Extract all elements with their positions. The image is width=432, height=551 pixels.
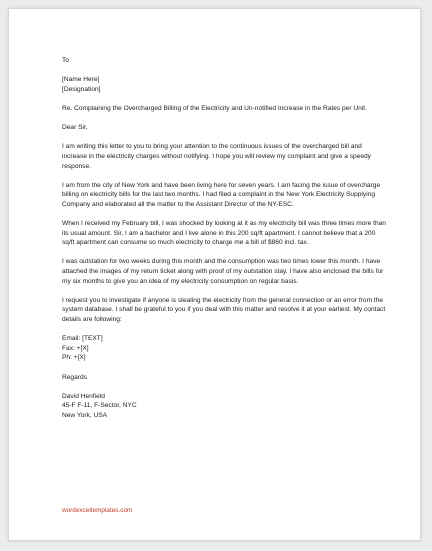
- subject-line: Re. Complaining the Overcharged Billing of the Electricity and Un-notified Increase in the Rates per Unit.: [62, 104, 367, 112]
- sender-block: [62, 392, 387, 421]
- paragraph-3: When I received my February bill, I was shocked by looking at it as my electricity bill was three times more than its usual amount. Sir, I am a bachelor and I live alone in this 200 sq/ft apartment. I cannot believe that a 200 sq/ft apartment can consume so much electricity to charge me a bill of $860 incl. tax.: [62, 220, 386, 247]
- paragraph-1: I am writing this letter to you to bring your attention to the continuous issues of the overcharged bill and increase in the electricity charges without notifying. I hope you will review my complaint and give a speedy response.: [62, 143, 371, 170]
- salutation: Dear Sir,: [62, 124, 88, 132]
- website-link[interactable]: wordexceltemplates.com: [62, 507, 133, 514]
- contact-fax: Fax: +[X]: [62, 344, 89, 352]
- sender-address-line2: New York, USA: [62, 411, 108, 419]
- closing: Regards: [62, 373, 87, 381]
- paragraph-2: I am from the city of New York and have been living here for seven years. I am facing the issue of overcharge billing on electricity bills for the last two months. I had filed a complaint in the New York Electricity Supplying Company and elaborated all the matter to the Assistant Director of the NY-ESC.: [62, 181, 381, 208]
- contact-phone: Ph: +[X]: [62, 354, 86, 362]
- contact-email: Email: [TEXT]: [62, 335, 103, 343]
- document-page: [8, 8, 421, 541]
- recipient-name: [Name Here]: [62, 76, 100, 84]
- recipient-designation: [Designation]: [62, 85, 101, 93]
- letter-body: [62, 56, 387, 430]
- recipient-to: To: [62, 57, 69, 64]
- paragraph-5: I request you to investigate if anyone is stealing the electricity from the general connection or an error from the system database. I shall be grateful to you if you deal with this matter and resolve it at your earliest. My contact details are following:: [62, 296, 386, 324]
- recipient-block: [62, 75, 387, 94]
- sender-name: David Henfield: [62, 392, 105, 400]
- contact-details: [62, 334, 387, 363]
- sender-address-line1: 45-F F-11, F-Sector, NYC: [62, 402, 137, 410]
- paragraph-4: I was outstation for two weeks during this month and the consumption was two times lower this month. I have attached the images of my return ticket along with proof of my outstation stay. I have also enclosed the bills for my six months to give you an idea of my electricity consumption on regular basis.: [62, 258, 384, 285]
